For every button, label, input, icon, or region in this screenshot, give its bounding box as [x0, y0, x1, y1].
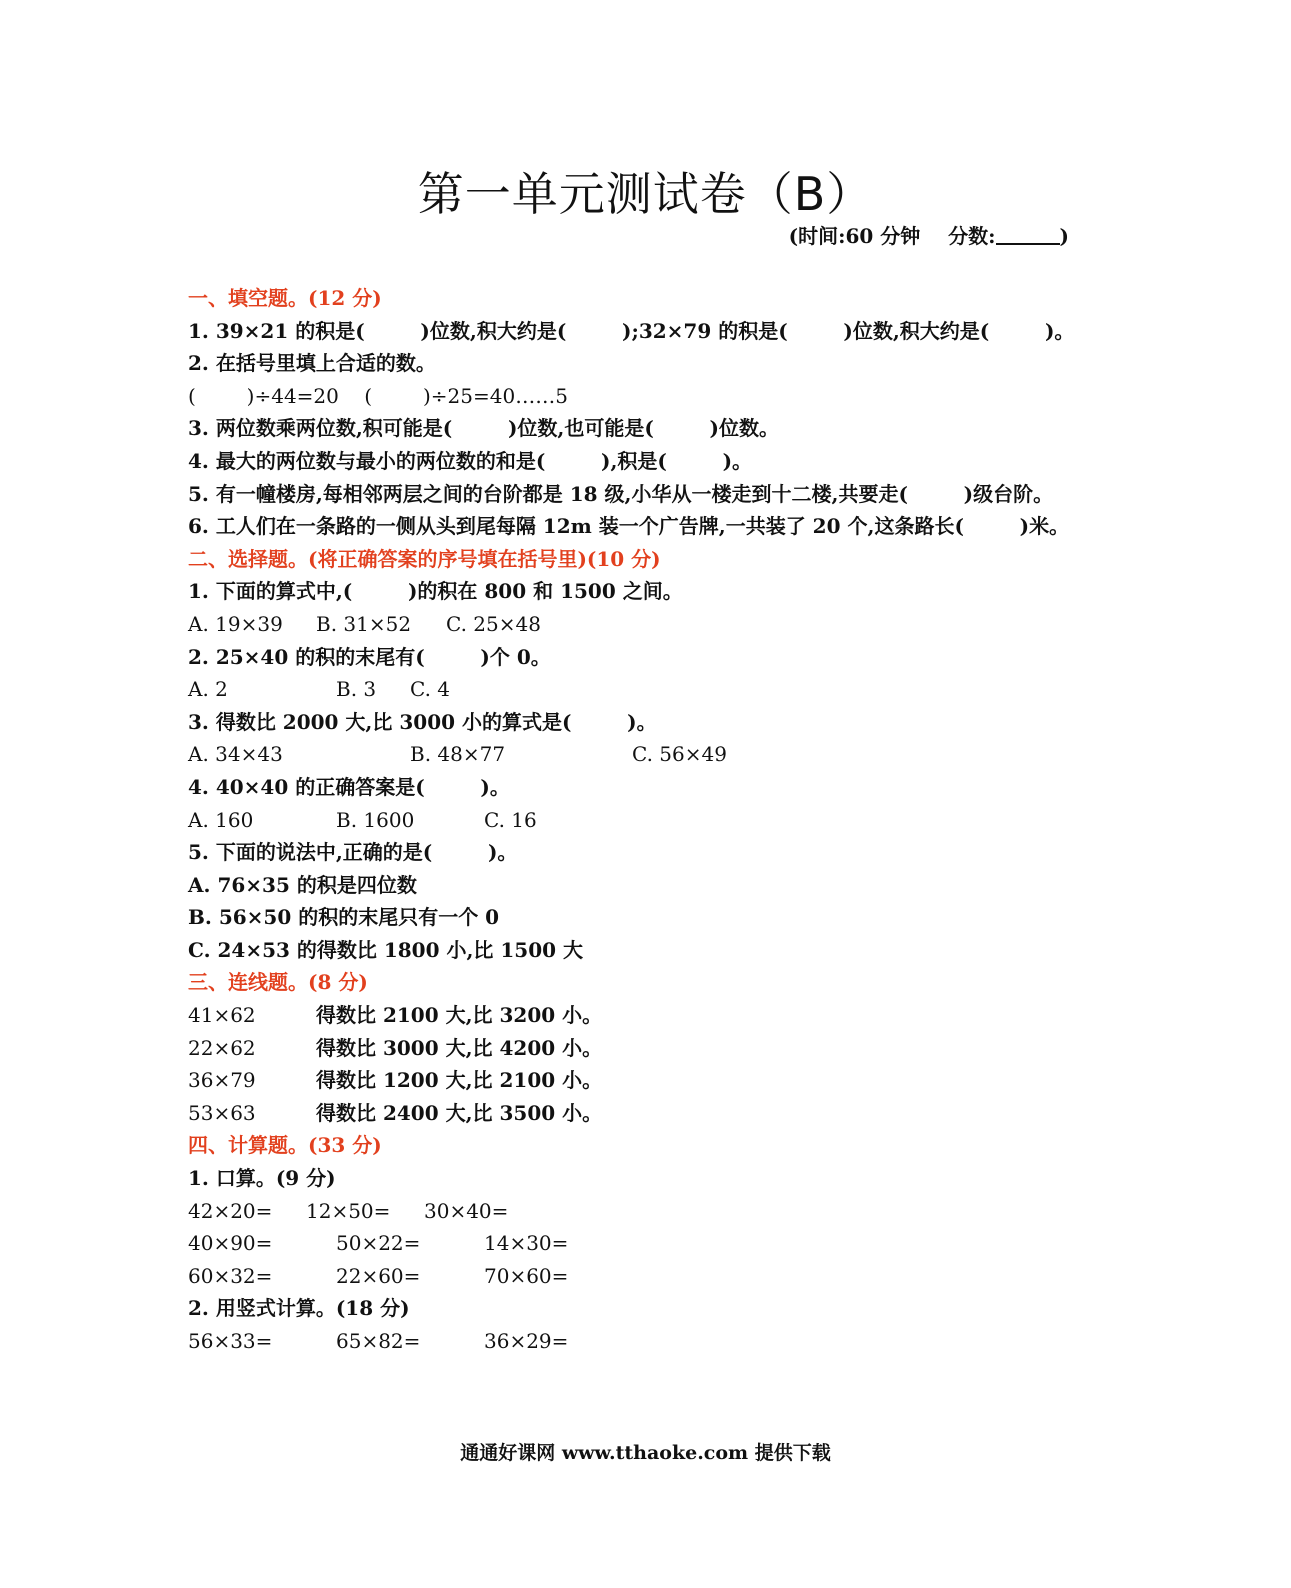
section-heading-matching: 三、连线题。(8 分)	[188, 970, 368, 995]
option-c: C. 16	[484, 807, 537, 832]
option-a: A. 160	[188, 807, 254, 832]
subsection-oral: 1. 口算。(9 分)	[188, 1166, 336, 1191]
question-2-5: 5. 下面的说法中,正确的是( )。	[188, 840, 518, 865]
oral-row	[188, 1195, 1108, 1228]
option-b: B. 3	[336, 677, 377, 702]
question-2-4-options	[188, 804, 1108, 837]
vertical-item: 56×33=	[188, 1329, 273, 1353]
question-2-3: 3. 得数比 2000 大,比 3000 小的算式是( )。	[188, 709, 657, 734]
option-b: B. 48×77	[410, 742, 506, 767]
question-1-3: 3. 两位数乘两位数,积可能是( )位数,也可能是( )位数。	[188, 416, 780, 441]
match-right-item[interactable]: 得数比 2400 大,比 3500 小。	[316, 1100, 603, 1125]
question-1-5: 5. 有一幢楼房,每相邻两层之间的台阶都是 18 级,小华从一楼走到十二楼,共要走( )级台阶。	[188, 481, 1054, 506]
oral-item: 60×32=	[188, 1263, 273, 1288]
oral-item: 42×20=	[188, 1198, 273, 1223]
option-a: A. 2	[188, 677, 228, 702]
subsection-vertical: 2. 用竖式计算。(18 分)	[188, 1296, 410, 1321]
question-2-4: 4. 40×40 的正确答案是( )。	[188, 774, 510, 799]
option-a: A. 34×43	[188, 742, 283, 767]
match-left-item[interactable]: 41×62	[188, 1003, 256, 1028]
meta-time-score: (时间:60 分钟 分数:	[788, 224, 996, 248]
question-2-2-options	[188, 673, 1108, 706]
vertical-item: 65×82=	[336, 1329, 421, 1353]
meta-close: )	[1059, 224, 1069, 248]
option-b: B. 31×52	[316, 611, 412, 636]
match-row	[188, 1097, 1108, 1130]
question-1-1: 1. 39×21 的积是( )位数,积大约是( );32×79 的积是( )位数,积大约是( )。	[188, 318, 1075, 343]
section-heading-calculation: 四、计算题。(33 分)	[188, 1133, 382, 1158]
footer-download-note: 通通好课网 www.tthaoke.com 提供下载	[460, 1442, 831, 1464]
oral-row	[188, 1260, 1108, 1293]
vertical-row	[188, 1325, 1108, 1358]
option-c: C. 25×48	[446, 611, 541, 636]
question-2-1-options	[188, 608, 1108, 641]
question-1-4: 4. 最大的两位数与最小的两位数的和是( ),积是( )。	[188, 448, 753, 473]
match-left-item[interactable]: 36×79	[188, 1068, 256, 1093]
option-c: C. 4	[410, 677, 451, 702]
match-row	[188, 999, 1108, 1032]
page-title: 第一单元测试卷（B）	[417, 167, 874, 221]
section-heading-choice: 二、选择题。(将正确答案的序号填在括号里)(10 分)	[188, 546, 661, 571]
match-right-item[interactable]: 得数比 1200 大,比 2100 小。	[316, 1068, 603, 1093]
oral-item: 50×22=	[336, 1231, 421, 1256]
option-c: C. 56×49	[632, 742, 727, 767]
oral-item: 40×90=	[188, 1231, 273, 1256]
match-right-item[interactable]: 得数比 2100 大,比 3200 小。	[316, 1003, 603, 1028]
option-a: A. 19×39	[188, 611, 283, 636]
section-heading-fill-blank: 一、填空题。(12 分)	[188, 286, 382, 310]
question-2-1: 1. 下面的算式中,( )的积在 800 和 1500 之间。	[188, 579, 683, 604]
match-left-item[interactable]: 22×62	[188, 1035, 256, 1060]
match-left-item[interactable]: 53×63	[188, 1100, 256, 1125]
option-b: B. 56×50 的积的末尾只有一个 0	[188, 905, 500, 930]
option-b: B. 1600	[336, 807, 415, 832]
question-1-6: 6. 工人们在一条路的一侧从头到尾每隔 12m 装一个广告牌,一共装了 20 个,这条路长( )米。	[188, 514, 1070, 539]
question-2-2: 2. 25×40 的积的末尾有( )个 0。	[188, 644, 551, 669]
match-row	[188, 1064, 1108, 1097]
oral-item: 22×60=	[336, 1263, 421, 1288]
oral-item: 70×60=	[484, 1263, 569, 1288]
question-1-2-blanks: ( )÷44=20 ( )÷25=40……5	[188, 383, 568, 408]
vertical-item: 36×29=	[484, 1329, 569, 1353]
option-a: A. 76×35 的积是四位数	[188, 872, 417, 897]
oral-row	[188, 1227, 1108, 1260]
question-1-2: 2. 在括号里填上合适的数。	[188, 351, 436, 376]
exam-content	[188, 282, 1108, 1358]
question-2-3-options	[188, 738, 1108, 771]
score-blank[interactable]	[996, 225, 1060, 245]
match-right-item[interactable]: 得数比 3000 大,比 4200 小。	[316, 1035, 603, 1060]
match-row	[188, 1032, 1108, 1065]
oral-item: 30×40=	[424, 1198, 509, 1223]
oral-item: 12×50=	[306, 1198, 391, 1223]
oral-item: 14×30=	[484, 1231, 569, 1256]
option-c: C. 24×53 的得数比 1800 小,比 1500 大	[188, 937, 584, 962]
exam-meta	[789, 220, 1069, 249]
